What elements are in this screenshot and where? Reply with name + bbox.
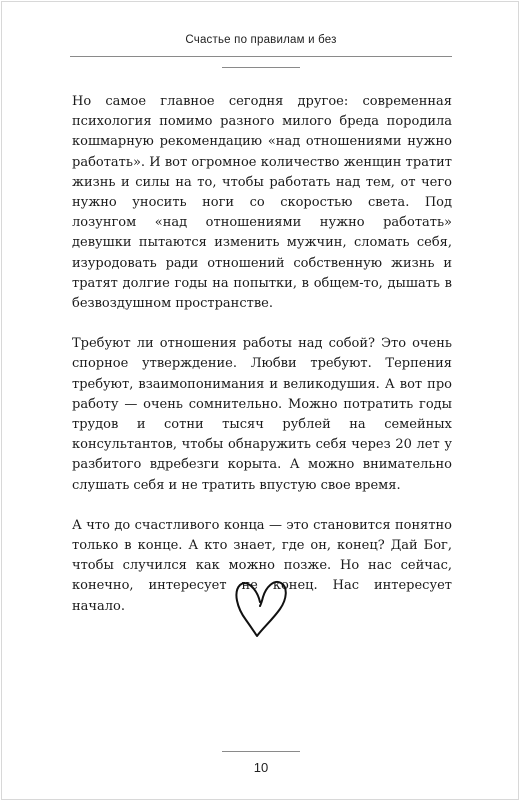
paragraph-1: Но самое главное сегодня другое: современная психология помимо разного милого бреда породила кошмарную рекомендацию «над отношениями нужно работать». И вот огромное количество женщин тратит жизнь и силы на то, чтобы работать над тем, от чего нужно уносить ноги со скоростью света. Под лозунгом «над отношениями нужно работать» девушки пытаются изменить мужчин, сломать себя, изуродовать ради отношений собственную жизнь и тратят долгие годы на попытки, в общем-то, дышать в безвоздушном пространстве. (72, 94, 452, 312)
header-rule (70, 56, 452, 57)
paragraph-2: Требуют ли отношения работы над собой? Это очень спорное утверждение. Любви требуют. Терпения требуют, взаимопонимания и великодушия. А вот про работу — очень сомнительно. Можно потратить годы трудов и сотни тысяч рублей на семейных консультантов, чтобы обнаружить себя через 20 лет у разбитого вдребезги корыта. А можно внимательно слушать себя и не тратить впустую свое время. (72, 336, 452, 493)
page-number: 10 (253, 760, 269, 775)
paragraph-3: А что до счастливого конца — это становится понятно только в конце. А кто знает, где он, конец? Дай Бог, чтобы случился как можно позже. Но нас сейчас, конечно, интересует не конец. Нас интересует начало. (72, 517, 452, 614)
running-header: Счастье по правилам и без (185, 34, 337, 46)
footer-rule (222, 751, 300, 752)
body-text (72, 92, 452, 637)
heart-icon (233, 575, 289, 639)
header-ornament-line (222, 67, 300, 68)
